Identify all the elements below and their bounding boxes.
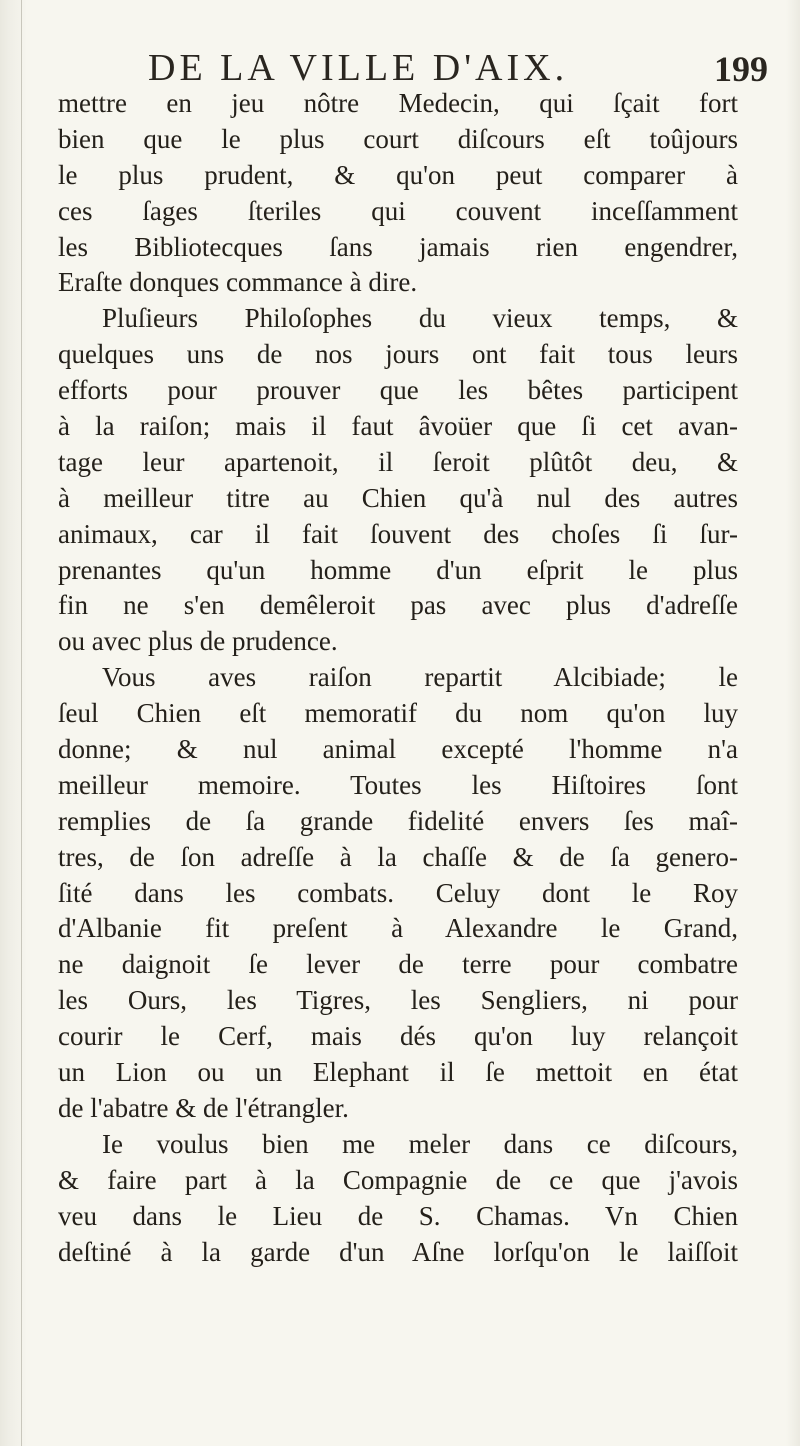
text-line: le plus prudent, & qu'on peut comparer à [58, 159, 738, 190]
text-line: remplies de ſa grande fidelité envers ſes maî- [58, 805, 738, 836]
text-line: les Ours, les Tigres, les Sengliers, ni pour [58, 985, 738, 1016]
text-line: un Lion ou un Elephant il ſe mettoit en état [58, 1057, 738, 1088]
text-line: courir le Cerf, mais dés qu'on luy relançoit [58, 1021, 738, 1052]
text-line: fin ne s'en demêleroit pas avec plus d'adreſſe [58, 590, 738, 621]
text-line: efforts pour prouver que les bêtes participent [58, 375, 738, 406]
text-line: ces ſages ſteriles qui couvent inceſſamment [58, 195, 738, 226]
text-line: ne daignoit ſe lever de terre pour combatre [58, 949, 738, 980]
text-line: Vous aves raiſon repartit Alcibiade; le [102, 662, 738, 693]
text-line: à meilleur titre au Chien qu'à nul des autres [58, 482, 738, 513]
text-line: Eraſte donques commance à dire. [58, 267, 418, 298]
page-edge [786, 0, 800, 1446]
text-line: tres, de ſon adreſſe à la chaſſe & de ſa genero- [58, 841, 738, 872]
text-line: mettre en jeu nôtre Medecin, qui ſçait fort [58, 88, 738, 118]
text-line: Pluſieurs Philoſophes du vieux temps, & [102, 303, 738, 334]
running-head: DE LA VILLE D'AIX. [148, 47, 569, 89]
text-line: tage leur apartenoit, il ſeroit plûtôt deu, & [58, 446, 738, 477]
text-line: d'Albanie fit preſent à Alexandre le Grand, [58, 913, 738, 944]
text-line: deſtiné à la garde d'un Aſne lorſqu'on le laiſſoit [58, 1236, 738, 1267]
text-line: Ie voulus bien me meler dans ce diſcours, [102, 1128, 738, 1159]
text-line: quelques uns de nos jours ont fait tous leurs [58, 339, 738, 370]
text-line: ſeul Chien eſt memoratif du nom qu'on luy [58, 698, 738, 729]
text-line: à la raiſon; mais il faut âvoüer que ſi cet avan- [58, 411, 738, 442]
text-line: & faire part à la Compagnie de ce que j'avois [58, 1164, 738, 1195]
text-line: ſité dans les combats. Celuy dont le Roy [58, 877, 738, 908]
page-header [148, 40, 768, 88]
text-line: ou avec plus de prudence. [58, 626, 338, 657]
book-gutter [0, 0, 26, 1446]
text-line: meilleur memoire. Toutes les Hiſtoires ſont [58, 769, 738, 800]
page-number: 199 [714, 49, 768, 89]
text-line: de l'abatre & de l'étrangler. [58, 1092, 349, 1123]
text-line: les Bibliotecques ſans jamais rien engendrer, [58, 231, 738, 262]
text-line: prenantes qu'un homme d'un eſprit le plus [58, 554, 738, 585]
text-line: veu dans le Lieu de S. Chamas. Vn Chien [58, 1200, 738, 1231]
text-line: donne; & nul animal excepté l'homme n'a [58, 734, 738, 765]
text-line: animaux, car il fait ſouvent des choſes ſi ſur- [58, 518, 738, 549]
body-text [58, 86, 738, 1270]
gutter-edge [21, 0, 22, 1446]
text-line: bien que le plus court diſcours eſt toûjours [58, 123, 738, 154]
